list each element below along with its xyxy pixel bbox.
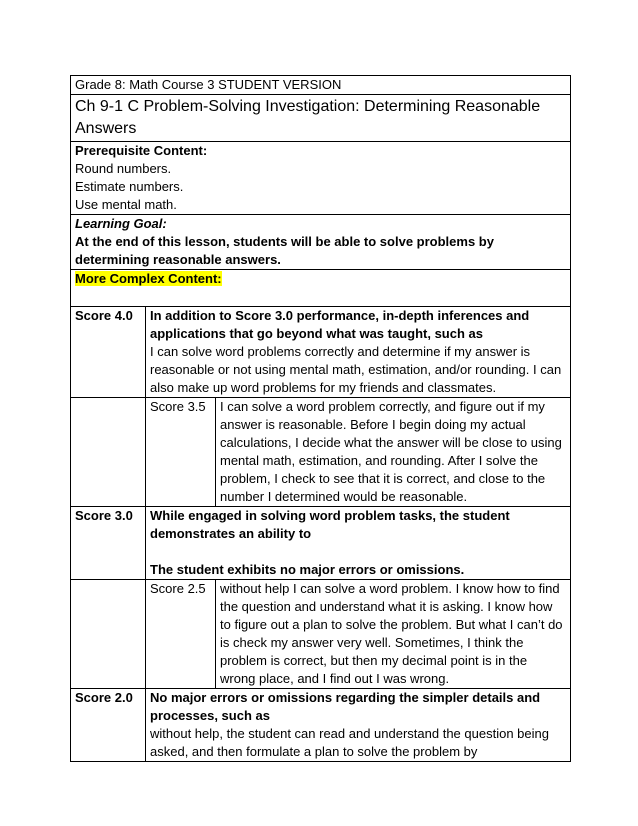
prerequisite-heading: Prerequisite Content:	[75, 143, 208, 158]
score-2-bold-text: No major errors or omissions regarding the simpler details and processes, such as	[150, 690, 541, 723]
rubric-table	[70, 75, 571, 762]
rubric-document	[70, 75, 570, 762]
score-2-row	[71, 689, 571, 762]
more-complex-cell	[71, 270, 571, 307]
score-3-label: Score 3.0	[71, 507, 146, 580]
score-3-bold-text: While engaged in solving word problem tasks, the student demonstrates an ability to	[150, 508, 510, 541]
score-4-bold-text: In addition to Score 3.0 performance, in-depth inferences and applications that go beyond what was taught, such as	[150, 308, 530, 341]
title-row	[71, 95, 571, 142]
score-3-5-text: I can solve a word problem correctly, and figure out if my answer is reasonable. Before I begin doing my actual calculations, I decide what the answer will be close to using mental math, estimation, and rounding. After I solve the problem, I check to see that it is correct, and close to the number I determined would be reasonable.	[216, 398, 571, 507]
prerequisite-item: Estimate numbers.	[75, 179, 184, 194]
score-3-description	[146, 507, 571, 580]
score-3-5-row	[71, 398, 571, 507]
score-2-5-empty-cell	[71, 580, 146, 689]
lesson-title: Ch 9-1 C Problem-Solving Investigation: Determining Reasonable Answers	[71, 95, 571, 142]
score-4-row	[71, 307, 571, 398]
grade-line: Grade 8: Math Course 3 STUDENT VERSION	[71, 76, 571, 95]
score-4-label: Score 4.0	[71, 307, 146, 398]
score-4-text: I can solve word problems correctly and determine if my answer is reasonable or not using mental math, estimation, and/or rounding. I can also make up word problems for my friends and classmates.	[150, 344, 562, 395]
prerequisite-cell	[71, 142, 571, 215]
learning-goal-row	[71, 215, 571, 270]
more-complex-row	[71, 270, 571, 307]
learning-goal-heading: Learning Goal:	[75, 216, 167, 231]
prerequisite-row	[71, 142, 571, 215]
score-3-5-empty-cell	[71, 398, 146, 507]
learning-goal-cell	[71, 215, 571, 270]
score-3-spacer	[150, 543, 566, 561]
learning-goal-text: At the end of this lesson, students will be able to solve problems by determining reasonable answers.	[75, 234, 494, 267]
score-2-5-row	[71, 580, 571, 689]
score-3-row	[71, 507, 571, 580]
more-complex-heading: More Complex Content:	[75, 271, 222, 286]
grade-row	[71, 76, 571, 95]
score-2-label: Score 2.0	[71, 689, 146, 762]
score-4-description	[146, 307, 571, 398]
score-2-text: without help, the student can read and understand the question being asked, and then formulate a plan to solve the problem by	[150, 726, 549, 759]
score-3-5-label: Score 3.5	[146, 398, 216, 507]
score-2-description	[146, 689, 571, 762]
score-2-5-text: without help I can solve a word problem. I know how to find the question and understand what it is asking. I know how to figure out a plan to solve the problem. But what I can’t do is check my answer very well. Sometimes, I think the problem is correct, but then my decimal point is in the wrong place, and I find out I was wrong.	[216, 580, 571, 689]
prerequisite-item: Round numbers.	[75, 161, 172, 176]
score-3-bold-text-2: The student exhibits no major errors or omissions.	[150, 562, 465, 577]
score-2-5-label: Score 2.5	[146, 580, 216, 689]
prerequisite-item: Use mental math.	[75, 197, 177, 212]
